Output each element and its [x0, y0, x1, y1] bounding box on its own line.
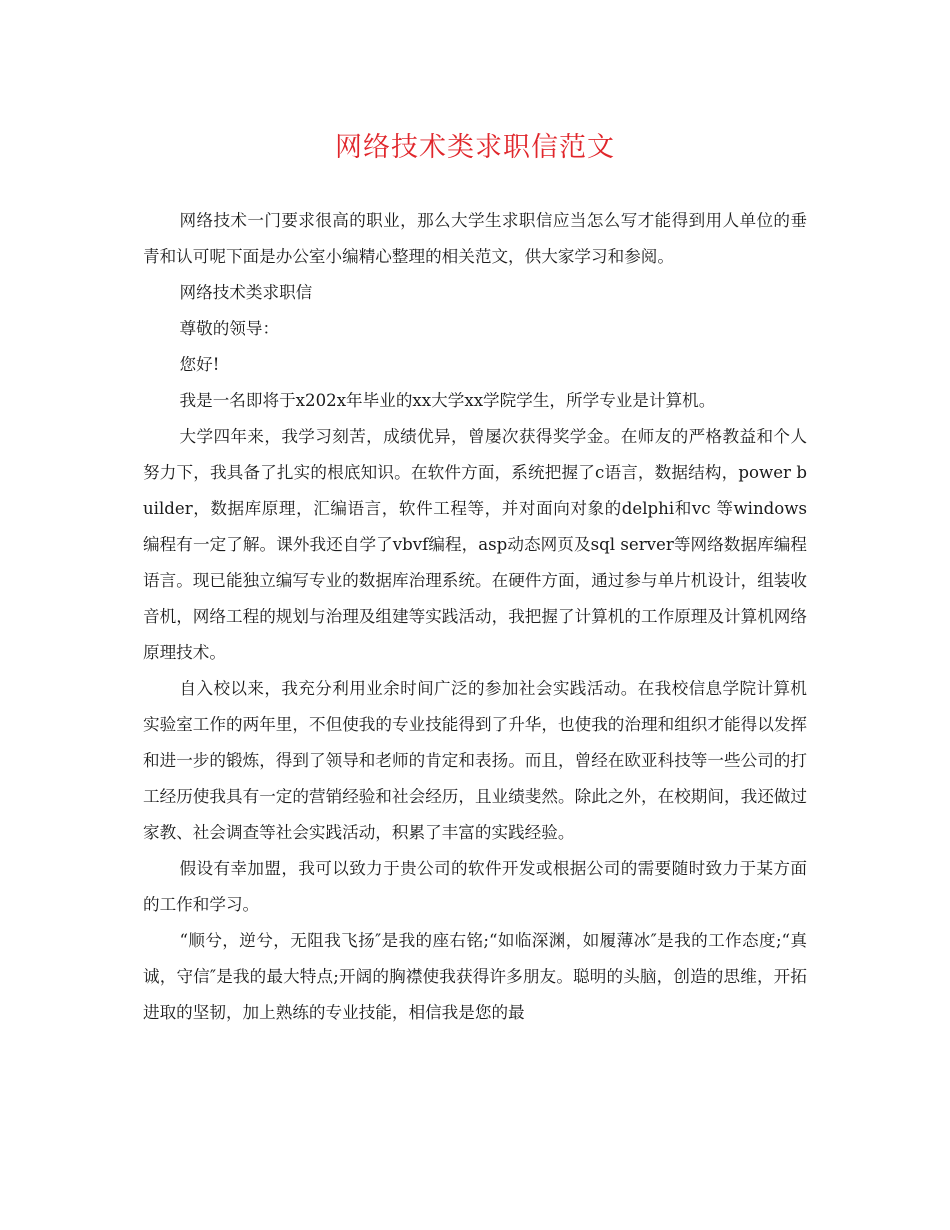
paragraph-intro: 网络技术一门要求很高的职业，那么大学生求职信应当怎么写才能得到用人单位的垂青和认可呢下面是办公室小编精心整理的相关范文，供大家学习和参阅。 [143, 211, 807, 266]
paragraph-aspiration: 假设有幸加盟，我可以致力于贵公司的软件开发或根据公司的需要随时致力于某方面的工作和学习。 [143, 859, 807, 914]
paragraph-greeting: 您好! [179, 355, 220, 374]
paragraph-subtitle: 网络技术类求职信 [179, 283, 313, 302]
document-title: 网络技术类求职信范文 [335, 132, 615, 163]
paragraph-study: 大学四年来，我学习刻苦，成绩优异，曾屡次获得奖学金。在师友的严格教益和个人努力下，我具备了扎实的根底知识。在软件方面，系统把握了c语言，数据结构，power builder，数据库原理，汇编语言，软件工程等，并对面向对象的delphi和vc 等windows编程有一定了解。课外我还自学了vbvf编程，asp动态网页及sql server等网络数据库编程语言。现已能独立编写专业的数据库治理系统。在硬件方面，通过参与单片机设计，组装收音机，网络工程的规划与治理及组建等实践活动，我把握了计算机的工作原理及计算机网络原理技术。 [143, 427, 807, 662]
paragraph-salutation: 尊敬的领导： [179, 319, 280, 338]
paragraph-introduction: 我是一名即将于x202x年毕业的xx大学xx学院学生，所学专业是计算机。 [179, 391, 716, 410]
paragraph-practice: 自入校以来，我充分利用业余时间广泛的参加社会实践活动。在我校信息学院计算机实验室工作的两年里，不但使我的专业技能得到了升华，也使我的治理和组织才能得以发挥和进一步的锻炼，得到了领导和老师的肯定和表扬。而且，曾经在欧亚科技等一些公司的打工经历使我具有一定的营销经验和社会经历，且业绩斐然。除此之外，在校期间，我还做过家教、社会调查等社会实践活动，积累了丰富的实践经验。 [143, 679, 807, 842]
paragraph-motto: “顺兮，逆兮，无阻我飞扬″是我的座右铭;“如临深渊，如履薄冰″是我的工作态度;“真诚，守信″是我的最大特点;开阔的胸襟使我获得许多朋友。聪明的头脑，创造的思维，开拓进取的坚韧，加上熟练的专业技能，相信我是您的最 [143, 931, 807, 1022]
document-body [143, 203, 807, 1031]
